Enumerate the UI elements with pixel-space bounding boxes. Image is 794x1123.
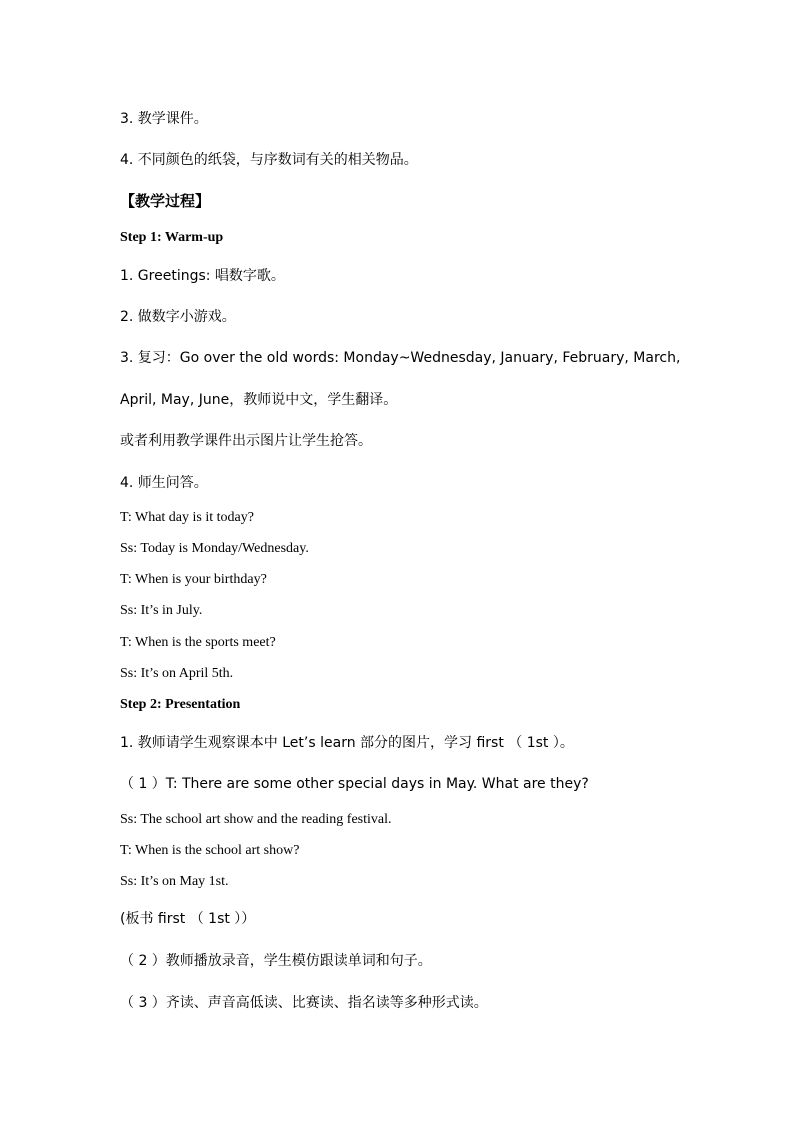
section-heading-teaching-process: 【教学过程】 (120, 192, 211, 210)
warmup-item-3: 3. 复习：Go over the old words: Monday~Wednesday, January, February, March, (120, 350, 681, 366)
blackboard-note: (板书 first （ 1st ）） (120, 911, 256, 927)
warmup-item-4: 4. 师生问答。 (120, 475, 208, 491)
dialogue-line: T: When is your birthday? (120, 572, 267, 587)
presentation-subitem-2: （ 2 ）教师播放录音，学生模仿跟读单词和句子。 (120, 953, 432, 969)
presentation-item-1: 1. 教师请学生观察课本中 Let’s learn 部分的图片，学习 first （ 1st ）。 (120, 735, 574, 751)
warmup-item-2: 2. 做数字小游戏。 (120, 309, 236, 325)
dialogue-line: Ss: Today is Monday/Wednesday. (120, 541, 309, 556)
dialogue-line: Ss: The school art show and the reading festival. (120, 812, 392, 827)
dialogue-line: T: When is the sports meet? (120, 635, 276, 650)
warmup-item-3-alternative: 或者利用教学课件出示图片让学生抢答。 (120, 433, 372, 449)
dialogue-line: Ss: It’s in July. (120, 603, 203, 618)
presentation-subitem-3: （ 3 ）齐读、声音高低读、比赛读、指名读等多种形式读。 (120, 995, 488, 1011)
step-2-heading: Step 2: Presentation (120, 697, 241, 712)
dialogue-line: Ss: It’s on April 5th. (120, 666, 234, 681)
warmup-item-3-continued: April, May, June，教师说中文，学生翻译。 (120, 392, 398, 408)
dialogue-line: Ss: It’s on May 1st. (120, 874, 229, 889)
dialogue-line: T: What day is it today? (120, 510, 254, 525)
presentation-subitem-1: （ 1 ）T: There are some other special days in May. What are they? (120, 776, 589, 792)
material-item-4: 4. 不同颜色的纸袋，与序数词有关的相关物品。 (120, 152, 418, 168)
warmup-item-1: 1. Greetings: 唱数字歌。 (120, 268, 285, 284)
step-1-heading: Step 1: Warm-up (120, 230, 224, 245)
dialogue-line: T: When is the school art show? (120, 843, 300, 858)
material-item-3: 3. 教学课件。 (120, 111, 208, 127)
